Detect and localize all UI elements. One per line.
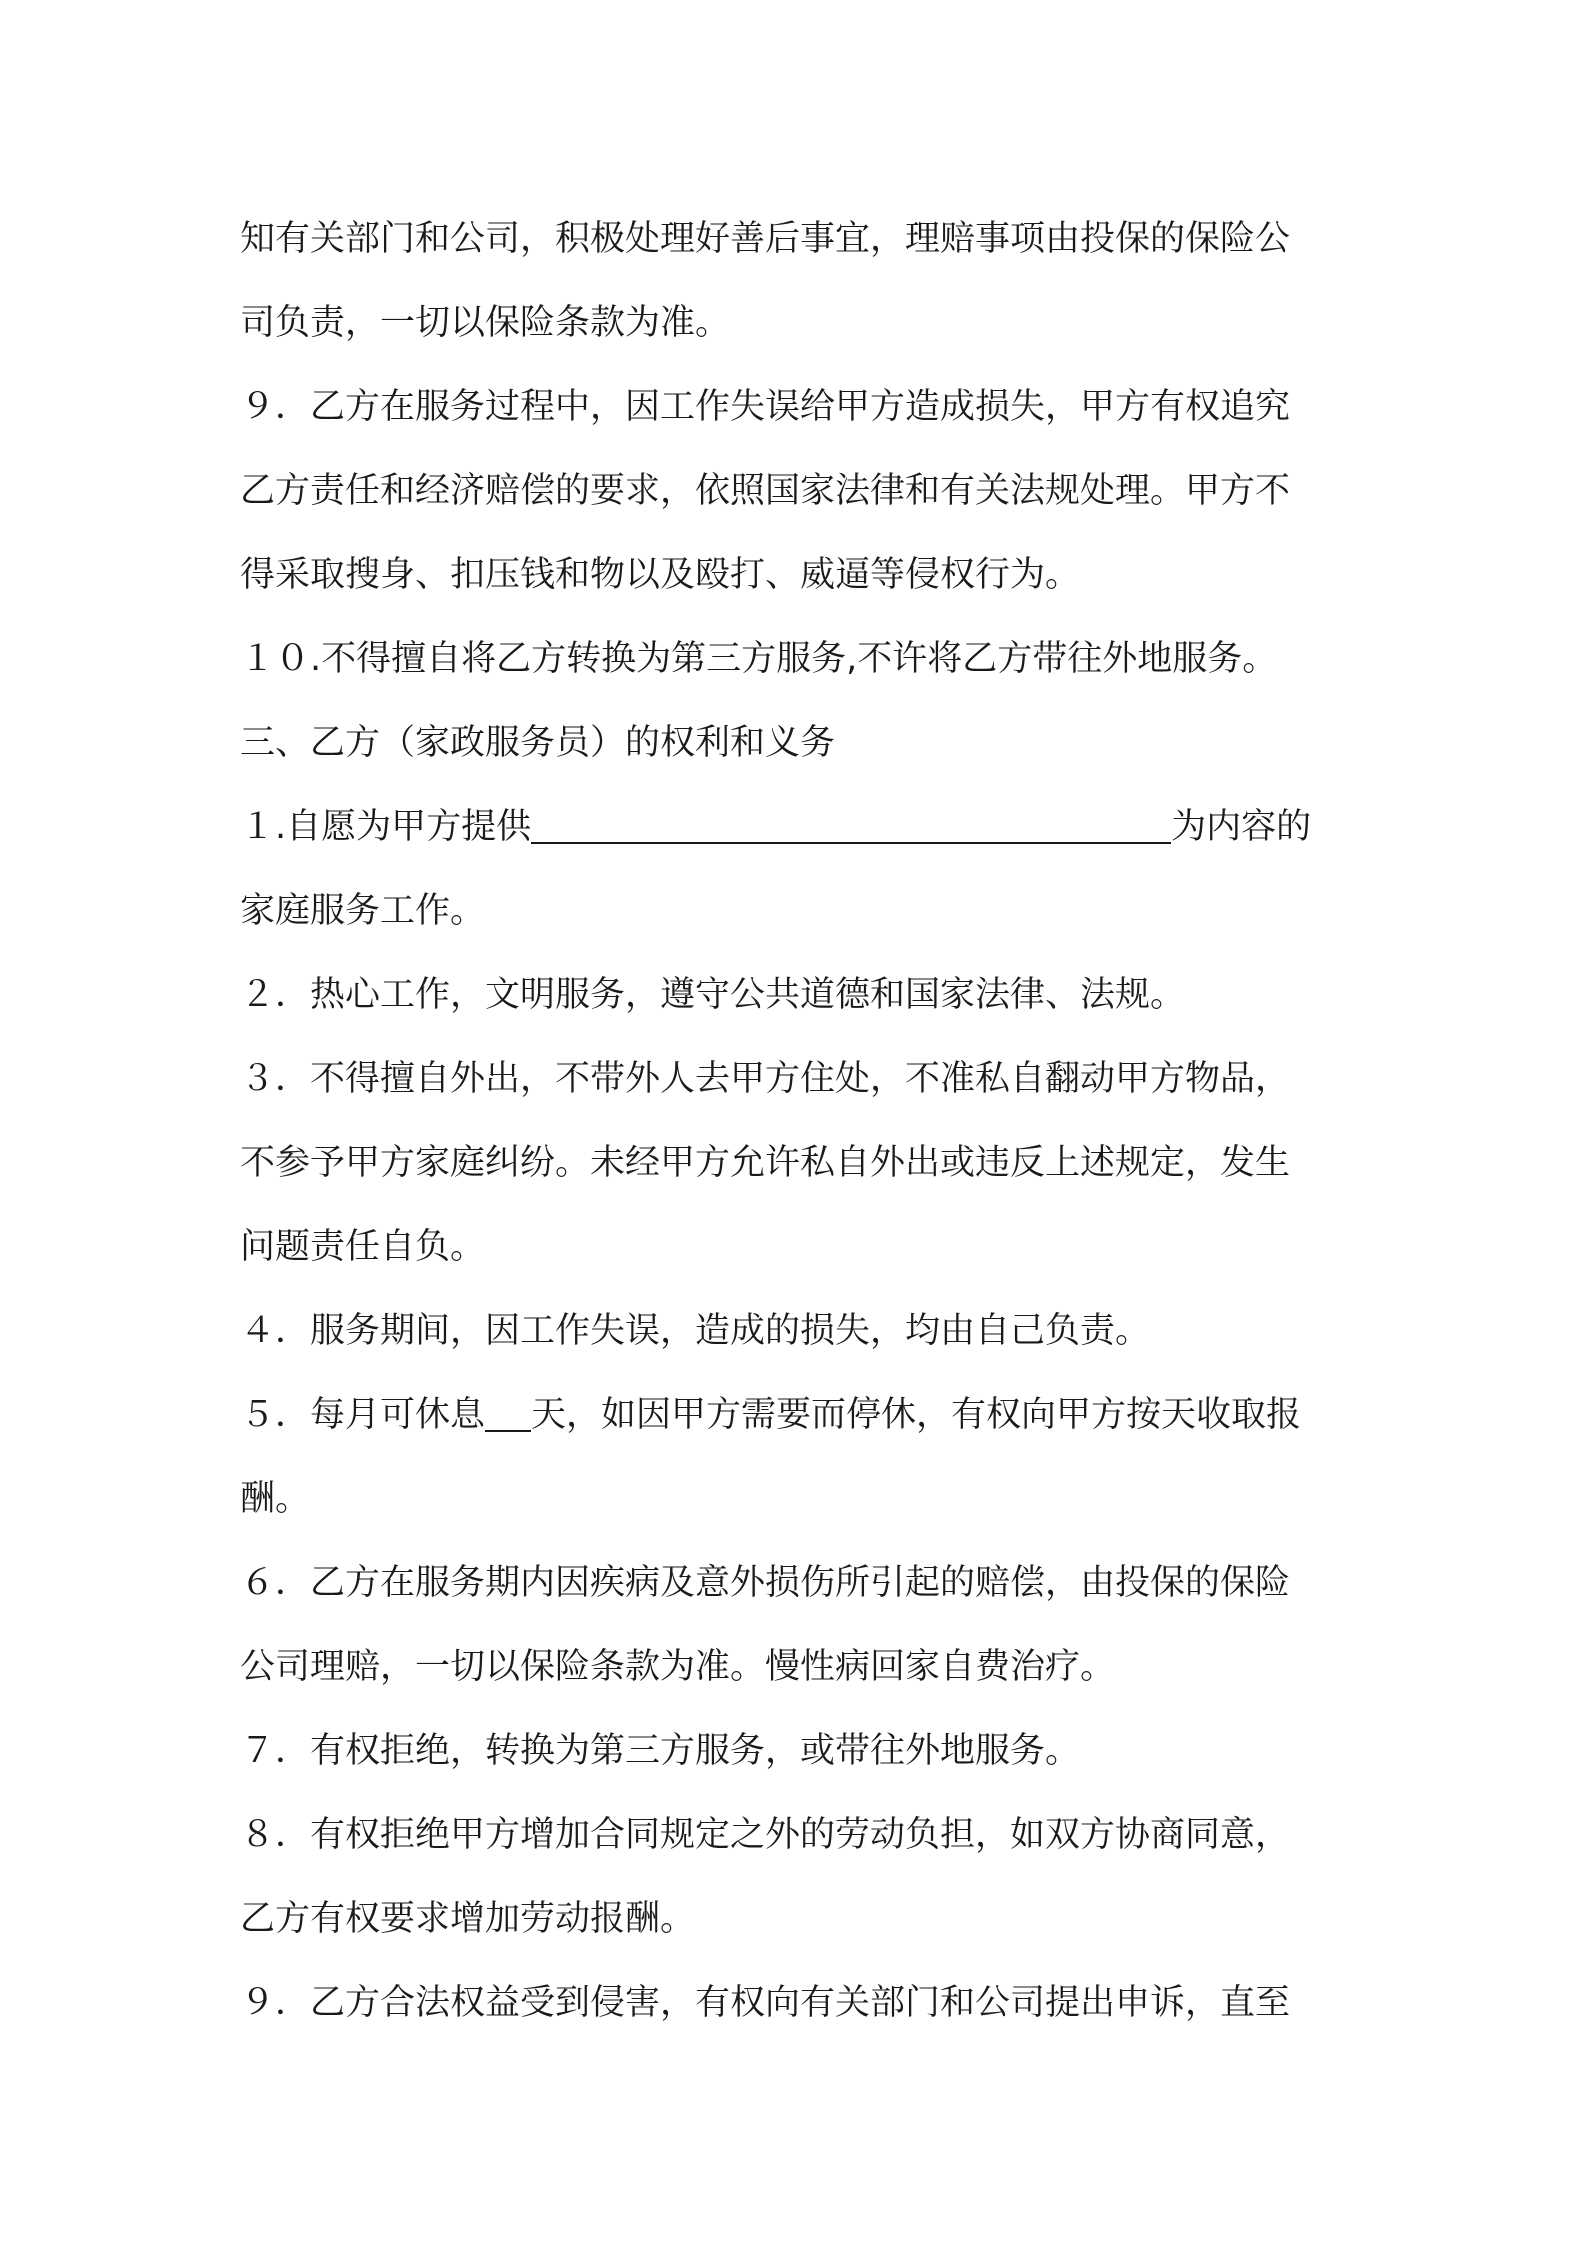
rest-days-blank <box>485 1386 531 1432</box>
clause-1 <box>240 785 1360 869</box>
clause-3: ３．不得擅自外出，不带外人去甲方住处，不准私自翻动甲方物品， <box>240 1059 1291 1099</box>
clause-4: ４．服务期间，因工作失误，造成的损失，均由自己负责。 <box>240 1311 1151 1351</box>
section-heading: 三、乙方（家政服务员）的权利和义务 <box>240 723 836 763</box>
clause-10: １０.不得擅自将乙方转换为第三方服务,不许将乙方带往外地服务。 <box>240 639 1278 679</box>
clause-9-worker: ９．乙方合法权益受到侵害，有权向有关部门和公司提出申诉，直至 <box>240 1983 1291 2023</box>
text-line: 知有关部门和公司，积极处理好善后事宜，理赔事项由投保的保险公 <box>240 219 1291 259</box>
clause-5 <box>240 1373 1360 1457</box>
text-line: 乙方有权要求增加劳动报酬。 <box>240 1899 696 1939</box>
clause-7: ７．有权拒绝，转换为第三方服务，或带往外地服务。 <box>240 1731 1081 1771</box>
text-line: 得采取搜身、扣压钱和物以及殴打、威逼等侵权行为。 <box>240 555 1081 595</box>
clause-2: ２．热心工作，文明服务，遵守公共道德和国家法律、法规。 <box>240 975 1186 1015</box>
text-line: 乙方责任和经济赔偿的要求，依照国家法律和有关法规处理。甲方不 <box>240 471 1291 511</box>
clause-5-text-before: ５．每月可休息 <box>240 1395 486 1435</box>
text-line: 家庭服务工作。 <box>240 891 486 931</box>
contract-text <box>240 197 1360 2045</box>
clause-8: ８．有权拒绝甲方增加合同规定之外的劳动负担，如双方协商同意， <box>240 1815 1291 1855</box>
clause-5-text-after: 天，如因甲方需要而停休，有权向甲方按天收取报 <box>531 1395 1302 1435</box>
text-line: 不参予甲方家庭纠纷。未经甲方允许私自外出或违反上述规定，发生 <box>240 1143 1291 1183</box>
text-line: 司负责，一切以保险条款为准。 <box>240 303 731 343</box>
text-line: 酬。 <box>240 1479 311 1519</box>
clause-6: ６．乙方在服务期内因疾病及意外损伤所引起的赔偿，由投保的保险 <box>240 1563 1291 1603</box>
text-line: 问题责任自负。 <box>240 1227 486 1267</box>
clause-1-text-before: １.自愿为甲方提供 <box>240 807 532 847</box>
text-line: 公司理赔，一切以保险条款为准。慢性病回家自费治疗。 <box>240 1647 1116 1687</box>
clause-1-text-after: 为内容的 <box>1171 807 1312 847</box>
service-content-blank <box>531 798 1171 844</box>
clause-9-employer: ９．乙方在服务过程中，因工作失误给甲方造成损失，甲方有权追究 <box>240 387 1291 427</box>
